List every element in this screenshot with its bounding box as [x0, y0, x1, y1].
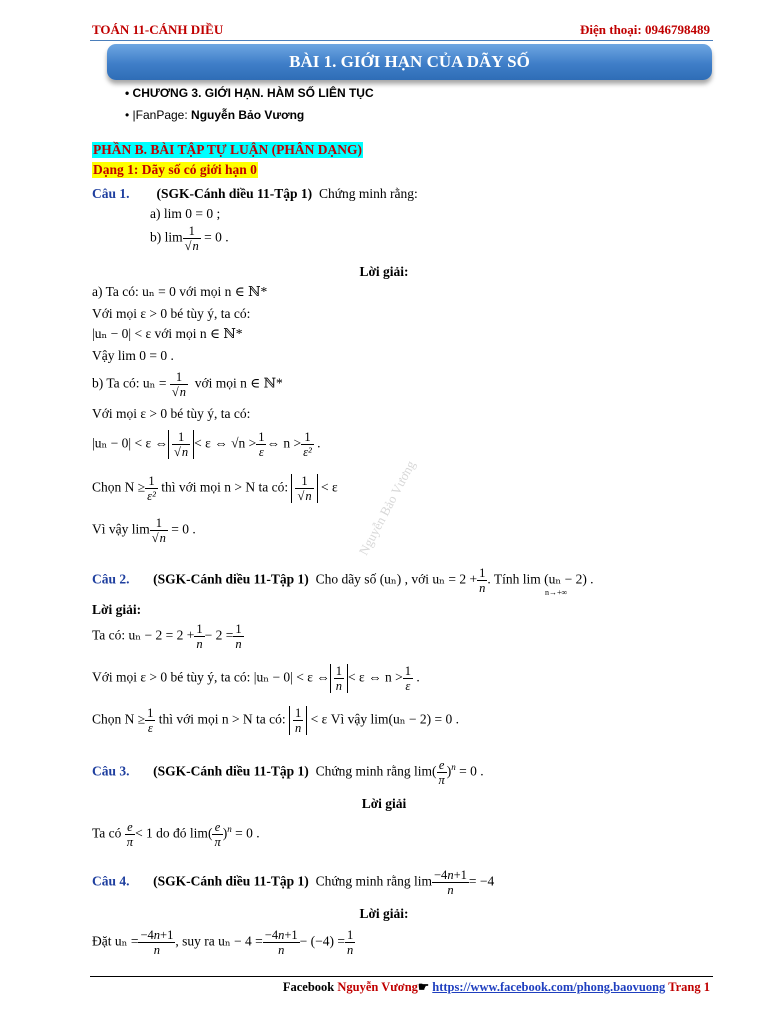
type-heading: Dạng 1: Dãy số có giới hạn 0	[93, 162, 257, 177]
s1-line-b5: Vì vậy lim $\frac{1}{√n}$ = 0 .	[92, 516, 196, 545]
header-divider	[90, 40, 713, 41]
question-1: Câu 1. (SGK-Cánh diều 11-Tập 1) Chứng minh rằng:	[92, 186, 418, 201]
header-phone: Điện thoại: 0946798489	[580, 22, 710, 37]
s3-line-1: Ta có $\frac{e}{\pi}$ < 1 do đó lim( $\frac{e}{\pi}$ )$^n$ = 0 .	[92, 820, 260, 849]
s1-line-a2: Với mọi ε > 0 bé tùy ý, ta có:	[92, 306, 251, 321]
question-4: Câu 4. (SGK-Cánh diều 11-Tập 1) Chứng minh rằng lim $\frac{-4n+1}{n}$ = −4	[92, 868, 495, 897]
solution-label-2: Lời giải:	[92, 602, 142, 617]
s1-line-b1: b) Ta có: uₙ = $\frac{1}{√n}$ với mọi n ∈ ℕ*	[92, 370, 283, 399]
q1-part-a: a) lim 0 = 0 ;	[150, 206, 221, 221]
s2-line-3: Chọn N ≥ $\frac{1}{\varepsilon}$ thì với mọi n > N ta có: $\frac{1}{n}$ < ε Vì vậy lim(uₙ − 2) = 0 .	[92, 706, 460, 735]
watermark: Nguyễn Bảo Vương	[355, 458, 419, 558]
s1-line-a4: Vậy lim 0 = 0 .	[92, 348, 174, 363]
footer-divider	[90, 976, 713, 977]
bullet-fanpage: • |FanPage: Nguyễn Bảo Vương	[125, 108, 305, 122]
bullet-chapter: • CHƯƠNG 3. GIỚI HẠN. HÀM SỐ LIÊN TỤC	[125, 86, 374, 100]
section-heading: PHẦN B. BÀI TẬP TỰ LUẬN (PHÂN DẠNG)	[93, 142, 363, 157]
lesson-title-banner: BÀI 1. GIỚI HẠN CỦA DÃY SỐ	[107, 44, 712, 80]
question-2: Câu 2. (SGK-Cánh diều 11-Tập 1) Cho dãy số (uₙ) , với uₙ = 2 + $\frac{1}{n}$ . Tính lim (uₙ − 2) .	[92, 566, 594, 595]
s4-line-1: Đặt uₙ = $\frac{-4n+1}{n}$ , suy ra uₙ − 4 = $\frac{-4n+1}{n}$ − (−4) = $\frac{1}{n}$	[92, 928, 354, 957]
solution-label-4: Lời giải:	[359, 906, 409, 921]
footer: Facebook Nguyễn Vương☛ https://www.facebook.com/phong.baovuong Trang 1	[282, 980, 710, 994]
s1-line-b2: Với mọi ε > 0 bé tùy ý, ta có:	[92, 406, 251, 421]
s1-line-b4: Chọn N ≥ $\frac{1}{\text{ε²}}$ thì với mọi n > N ta có: $\frac{1}{√n}$ < ε	[92, 474, 338, 503]
q1-part-b: b) lim $\frac{1}{√n}$ = 0 .	[150, 224, 229, 253]
header-book: TOÁN 11-CÁNH DIỀU	[92, 22, 224, 37]
limit-subscript: n→+∞	[545, 588, 568, 597]
question-3: Câu 3. (SGK-Cánh diều 11-Tập 1) Chứng minh rằng lim( $\frac{e}{\pi}$ )$^n$ = 0 .	[92, 758, 484, 787]
s2-line-2: Với mọi ε > 0 bé tùy ý, ta có: |uₙ − 0| < ε ⇔ $\frac{1}{n}$ < ε ⇔ n > $\frac{1}{\varepsilon}$ .	[92, 664, 420, 693]
s1-line-b3: |uₙ − 0| < ε ⇔ $\frac{1}{√n}$ < ε ⇔ √n > $\frac{1}{\varepsilon}$ ⇔ n > $\frac{1}{\text{ε²}}$ .	[92, 430, 321, 459]
s2-line-1: Ta có: uₙ − 2 = 2 + $\frac{1}{n}$ − 2 = $\frac{1}{n}$	[92, 622, 242, 651]
solution-label-1: Lời giải:	[359, 264, 409, 279]
solution-label-3: Lời giải	[361, 796, 407, 811]
s1-line-a1: a) Ta có: uₙ = 0 với mọi n ∈ ℕ*	[92, 284, 268, 299]
s1-line-a3: |uₙ − 0| < ε với mọi n ∈ ℕ*	[92, 326, 243, 341]
facebook-link[interactable]: https://www.facebook.com/phong.baovuong	[432, 980, 666, 994]
